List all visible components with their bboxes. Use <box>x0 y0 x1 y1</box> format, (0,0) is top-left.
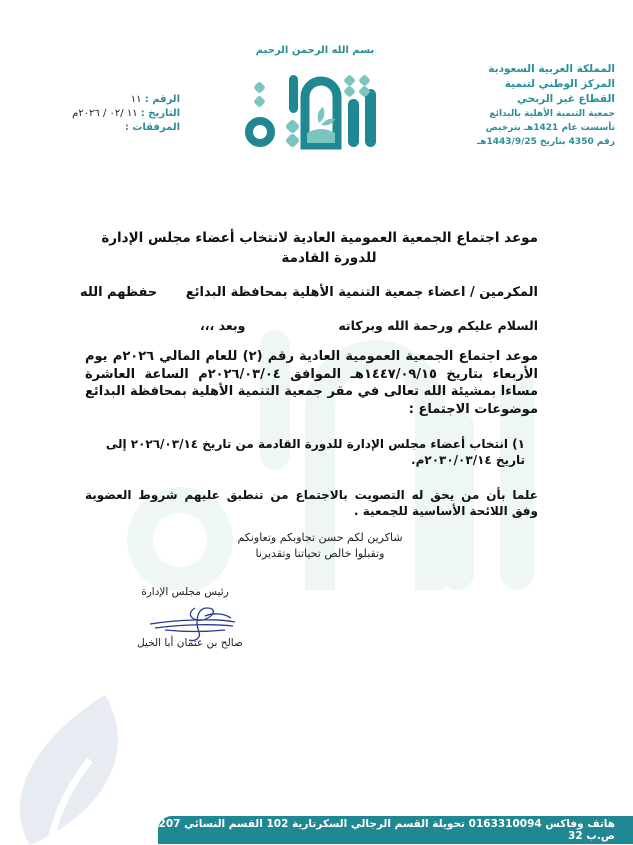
recipients-suffix: حفظهم الله <box>80 285 158 300</box>
closing-line: شاكرين لكم حسن تجاوبكم وتعاونكم <box>237 531 403 544</box>
reference-date-value: ١١ /٠٢ / ٢٠٢٦م <box>72 108 138 119</box>
reference-attachments-row <box>45 121 180 135</box>
closing-line: وتقبلوا خالص تحياتنا وتقديرنا <box>255 547 385 560</box>
logo-dot <box>343 85 356 98</box>
logo-dot <box>253 81 266 94</box>
closing-text <box>230 530 410 562</box>
logo-stroke <box>289 75 298 113</box>
org-line: تأسست عام 1421هـ بترخيص <box>485 123 615 133</box>
signatory-name: صالح بن عثمان أبا الخيل <box>137 637 243 649</box>
reference-attachments-label: المرفقات : <box>124 122 180 133</box>
org-line: المركز الوطني لتنمية <box>504 78 615 90</box>
footer-contact-bar <box>158 816 633 844</box>
recipients-text: المكرمين / اعضاء جمعية التنمية الأهلية بمحافظة البدائع <box>185 285 538 300</box>
leaf-decoration <box>10 695 120 845</box>
letter-title <box>60 228 538 268</box>
meeting-details: موعد اجتماع الجمعية العمومية العادية رقم (٢) للعام المالي ٢٠٢٦م يوم الأربعاء بتاريخ ١٤٤٧/٠٩/١٥هـ الموافق ٢٠٢٦/٠٣/٠٤م الساعة العاشرة مساءا بمشيئة الله تعالى في مقر جمعية التنمية الأهلية بمحافظة البدائع موضوعات الاجتماع : <box>85 349 538 417</box>
bismillah-heading: بسم الله الرحمن الرحيم <box>255 45 375 56</box>
reference-date-label: التاريخ : <box>140 108 180 119</box>
org-line: رقم 4350 بتاريخ 1443/9/25هـ <box>477 137 615 147</box>
logo-stroke <box>365 89 376 147</box>
logo-stroke <box>348 99 359 147</box>
reference-number-value: ١١ <box>130 94 142 105</box>
logo-dot <box>285 133 301 149</box>
reference-info <box>45 93 180 135</box>
letter-title-line2: للدورة القادمة <box>281 250 377 266</box>
logo-water <box>307 129 335 143</box>
greeting-text: السلام عليكم ورحمة الله وبركاته <box>338 318 538 333</box>
agenda-item: ١) انتخاب أعضاء مجلس الإدارة للدورة القادمة من تاريخ ٢٠٢٦/٠٣/١٤ إلى تاريخ ٢٠٣٠/٠٣/١٤م. <box>105 437 525 467</box>
org-line: المملكة العربية السعودية <box>488 63 615 75</box>
tanmia-logo <box>245 75 385 150</box>
reference-date-row <box>45 107 180 121</box>
logo-dot <box>358 75 371 87</box>
org-line: جمعية التنمية الأهلية بالبدائع <box>489 109 615 119</box>
logo-circle <box>249 121 271 143</box>
logo-leaf <box>318 107 325 123</box>
signatory-title: رئيس مجلس الإدارة <box>141 586 229 598</box>
reference-number-row <box>45 93 180 107</box>
logo-dot <box>253 95 266 108</box>
greeting-suffix: وبعد ،،، <box>200 318 246 333</box>
org-line: القطاع غير الربحي <box>517 93 615 105</box>
footer-contact-text: هاتف وفاكس 0163310094 تحويلة القسم الرجالي السكرتارية 102 القسم النسائي 207 ص.ب 32 <box>158 818 615 842</box>
voting-note: علما بأن من يحق له التصويت بالاجتماع من تنطبق عليهم شروط العضوية وفق اللائحة الأساسية للجمعية . <box>85 488 538 518</box>
organization-info <box>415 62 615 149</box>
letter-title-line1: موعد اجتماع الجمعية العمومية العادية لانتخاب أعضاء مجلس الإدارة <box>101 230 538 246</box>
recipients-line <box>80 285 538 300</box>
logo-dot <box>343 75 356 87</box>
logo-dot <box>285 119 301 135</box>
reference-number-label: الرقم : <box>144 94 180 105</box>
greeting-line <box>200 318 538 333</box>
